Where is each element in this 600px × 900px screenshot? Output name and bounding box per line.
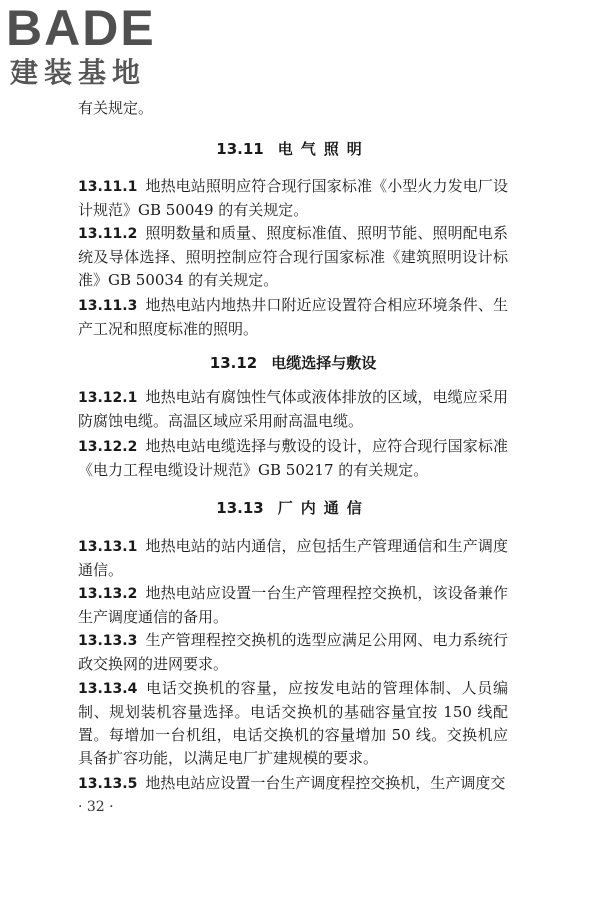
- clause-13-13-5: [78, 772, 508, 796]
- page-number: · 32 ·: [78, 799, 114, 815]
- section-number: 13.13: [216, 499, 264, 517]
- logo-subtitle-text: 建装基地: [10, 56, 147, 89]
- section-title: 电气照明: [277, 140, 370, 158]
- leading-continuation: 有关规定。: [78, 99, 154, 117]
- bade-logo: [0, 0, 175, 95]
- clause-number: 13.13.3: [78, 633, 138, 649]
- clause-text: 照明数量和质量、照度标准值、照明节能、照明配电系统及导体选择、照明控制应符合现行国家标准《建筑照明设计标准》GB 50034 的有关规定。: [78, 224, 508, 289]
- clause-13-12-2: [78, 435, 508, 482]
- clause-text: 生产管理程控交换机的选型应满足公用网、电力系统行政交换网的进网要求。: [78, 631, 508, 673]
- clause-13-12-1: [78, 386, 508, 433]
- clause-text: 电话交换机的容量，应按发电站的管理体制、人员编制、规划装机容量选择。电话交换机的基础容量宜按 150 线配置。每增加一台机组，电话交换机的容量增加 50 线。交换机应具备扩容功能，以满足电厂扩建规模的要求。: [78, 679, 508, 767]
- section-heading-13-11: [78, 138, 508, 160]
- clause-number: 13.12.2: [78, 439, 138, 455]
- clause-text: 地热电站电缆选择与敷设的设计，应符合现行国家标准《电力工程电缆设计规范》GB 50217 的有关规定。: [78, 437, 508, 479]
- clause-number: 13.13.2: [78, 586, 138, 602]
- clause-text: 地热电站应设置一台生产管理程控交换机，该设备兼作生产调度通信的备用。: [78, 584, 508, 626]
- clause-number: 13.11.2: [78, 226, 138, 242]
- section-heading-13-12: [78, 352, 508, 374]
- clause-number: 13.11.3: [78, 298, 138, 314]
- clause-number: 13.13.1: [78, 539, 138, 555]
- section-heading-13-13: [78, 497, 508, 519]
- clause-number: 13.13.5: [78, 776, 138, 792]
- clause-text: 地热电站的站内通信，应包括生产管理通信和生产调度通信。: [78, 537, 508, 579]
- clause-number: 13.12.1: [78, 390, 138, 406]
- section-number: 13.12: [209, 354, 258, 372]
- section-title: 电缆选择与敷设: [271, 354, 377, 372]
- clause-text: 地热电站内地热井口附近应设置符合相应环境条件、生产工况和照度标准的照明。: [78, 296, 508, 338]
- clause-text: 地热电站应设置一台生产调度程控交换机，生产调度交: [145, 774, 506, 792]
- clause-13-11-2: [78, 222, 508, 292]
- clause-13-13-2: [78, 582, 508, 629]
- clause-number: 13.11.1: [78, 179, 138, 195]
- clause-text: 地热电站有腐蚀性气体或液体排放的区域，电缆应采用防腐蚀电缆。高温区域应采用耐高温电缆。: [78, 388, 508, 430]
- section-number: 13.11: [216, 140, 264, 158]
- clause-13-13-1: [78, 535, 508, 582]
- clause-13-13-3: [78, 629, 508, 676]
- clause-text: 地热电站照明应符合现行国家标准《小型火力发电厂设计规范》GB 50049 的有关规定。: [78, 177, 508, 219]
- clause-number: 13.13.4: [78, 681, 138, 697]
- section-title: 厂内通信: [277, 499, 370, 517]
- clause-13-13-4: [78, 677, 508, 770]
- clause-13-11-1: [78, 175, 508, 222]
- logo-brand-text: BADE: [6, 0, 156, 56]
- clause-13-11-3: [78, 294, 508, 341]
